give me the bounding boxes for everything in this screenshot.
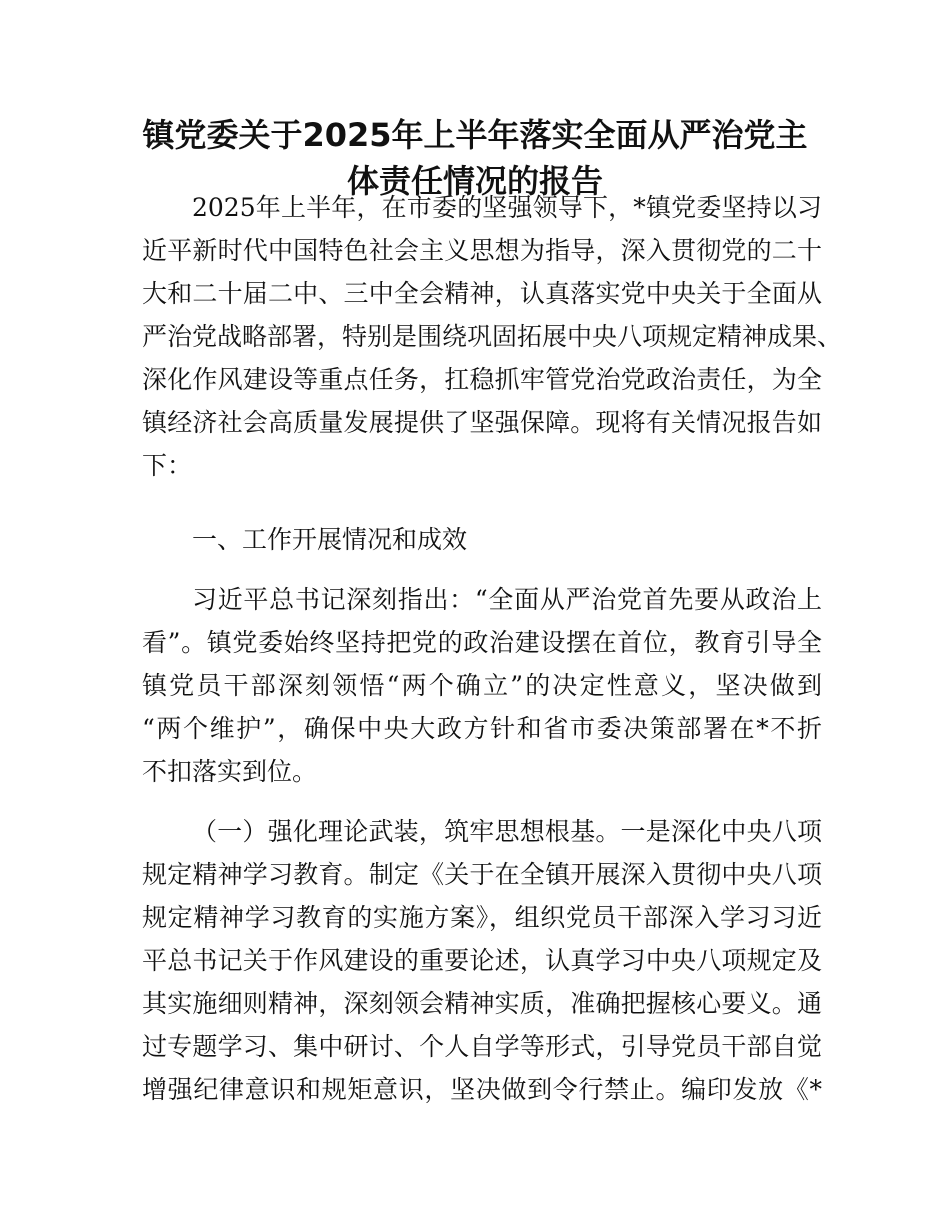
paragraph-line: 平总书记关于作风建设的重要论述，认真学习中央八项规定及 (142, 946, 822, 975)
paragraph-line: （一）强化理论武装，筑牢思想根基。一是深化中央八项 (192, 817, 822, 846)
paragraph-line: 严治党战略部署，特别是围绕巩固拓展中央八项规定精神成果、 (142, 322, 843, 351)
paragraph-line: 大和二十届二中、三中全会精神，认真落实党中央关于全面从 (142, 279, 822, 308)
paragraph-line: 下： (142, 451, 193, 480)
paragraph-line: 2025年上半年，在市委的坚强领导下，*镇党委坚持以习 (192, 193, 822, 222)
paragraph-line: 深化作风建设等重点任务，扛稳抓牢管党治党政治责任，为全 (142, 365, 822, 394)
paragraph-line: 看”。镇党委始终坚持把党的政治建设摆在首位，教育引导全 (142, 628, 822, 657)
paragraph-line: 规定精神学习教育的实施方案》，组织党员干部深入学习习近 (142, 903, 822, 932)
paragraph-line: 其实施细则精神，深刻领会精神实质，准确把握核心要义。通 (142, 989, 822, 1018)
document-title-line-2: 体责任情况的报告 (346, 162, 603, 200)
paragraph-line: 镇党员干部深刻领悟“两个确立”的决定性意义，坚决做到 (142, 671, 822, 700)
paragraph-line: 过专题学习、集中研讨、个人自学等形式，引导党员干部自觉 (142, 1032, 822, 1061)
paragraph-line: 规定精神学习教育。制定《关于在全镇开展深入贯彻中央八项 (142, 860, 822, 889)
paragraph-line: 增强纪律意识和规矩意识，坚决做到令行禁止。编印发放《* (142, 1075, 822, 1104)
document-title-line-1: 镇党委关于2025年上半年落实全面从严治党主 (142, 116, 808, 154)
section-heading: 一、工作开展情况和成效 (192, 525, 468, 554)
paragraph-line: “两个维护”，确保中央大政方针和省市委决策部署在*不折 (142, 714, 822, 743)
paragraph-line: 不扣落实到位。 (142, 757, 318, 786)
paragraph-line: 习近平总书记深刻指出：“全面从严治党首先要从政治上 (192, 585, 822, 614)
paragraph-line: 近平新时代中国特色社会主义思想为指导，深入贯彻党的二十 (142, 236, 822, 265)
paragraph-line: 镇经济社会高质量发展提供了坚强保障。现将有关情况报告如 (142, 408, 822, 437)
